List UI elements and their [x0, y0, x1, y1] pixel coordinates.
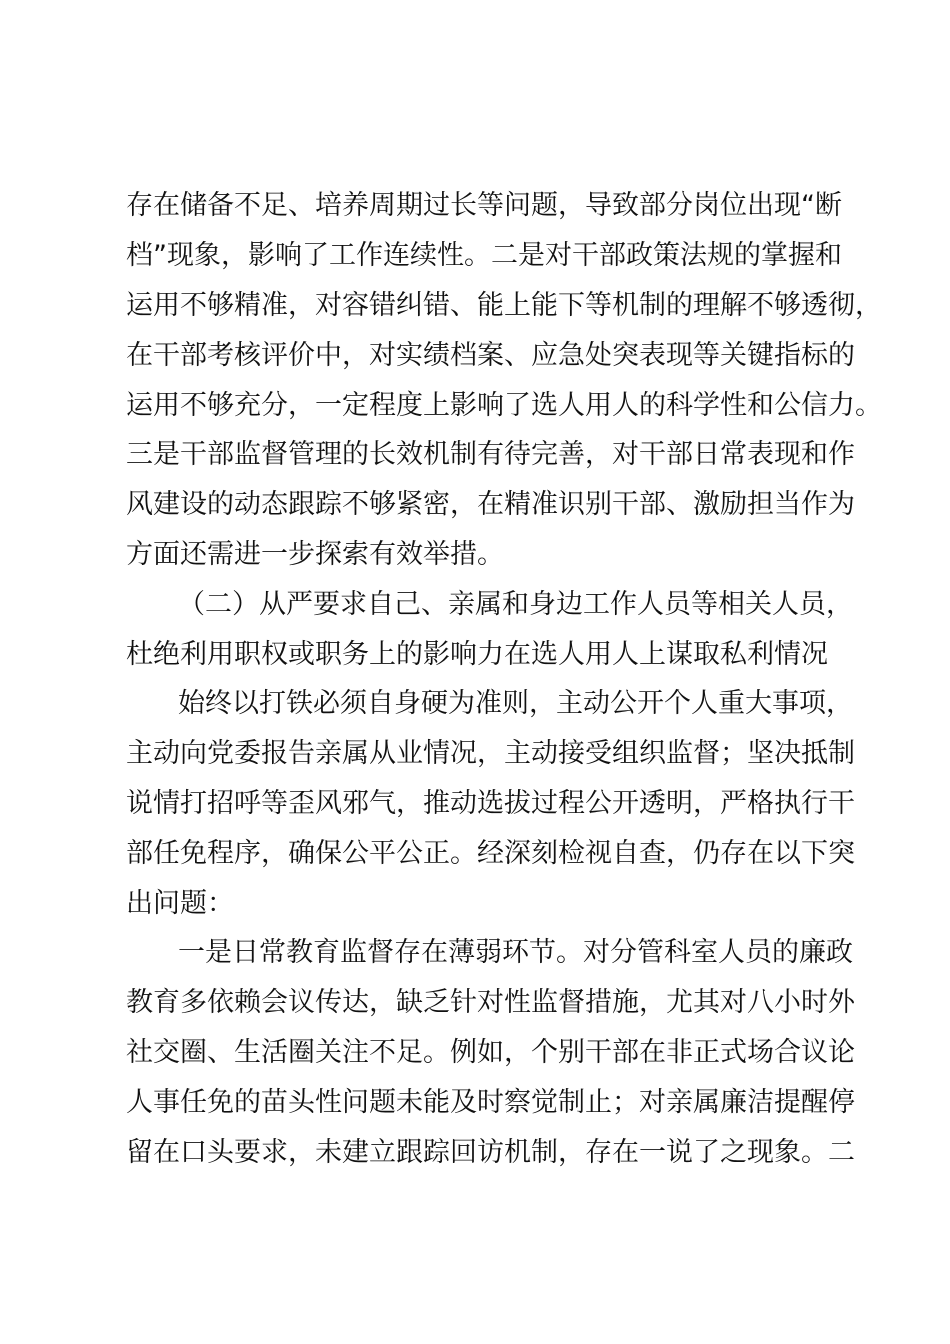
text-line: 在干部考核评价中，对实绩档案、应急处突表现等关键指标的 — [126, 340, 855, 371]
text-line: 一是日常教育监督存在薄弱环节。对分管科室人员的廉政 — [178, 937, 853, 968]
section-heading-line: （二）从严要求自己、亲属和身边工作人员等相关人员， — [178, 589, 853, 620]
text-line: 留在口头要求，未建立跟踪回访机制，存在一说了之现象。二 — [126, 1137, 855, 1168]
text-line: 运用不够精准，对容错纠错、能上能下等机制的理解不够透彻， — [126, 290, 882, 321]
text-line: 教育多依赖会议传达，缺乏针对性监督措施，尤其对八小时外 — [126, 987, 855, 1018]
text-line: 社交圈、生活圈关注不足。例如，个别干部在非正式场合议论 — [126, 1037, 855, 1068]
text-line: 始终以打铁必须自身硬为准则，主动公开个人重大事项， — [178, 688, 853, 719]
text-line: 运用不够充分，一定程度上影响了选人用人的科学性和公信力。 — [126, 390, 882, 421]
text-line: 方面还需进一步探索有效举措。 — [126, 539, 504, 570]
text-line: 档”现象，影响了工作连续性。二是对干部政策法规的掌握和 — [126, 240, 842, 271]
text-line: 出问题： — [126, 888, 234, 919]
section-heading-line: 杜绝利用职权或职务上的影响力在选人用人上谋取私利情况 — [126, 639, 828, 670]
text-line: 主动向党委报告亲属从业情况，主动接受组织监督；坚决抵制 — [126, 738, 855, 769]
text-line: 人事任免的苗头性问题未能及时察觉制止；对亲属廉洁提醒停 — [126, 1087, 855, 1118]
text-line: 部任免程序，确保公平公正。经深刻检视自查，仍存在以下突 — [126, 838, 855, 869]
text-line: 风建设的动态跟踪不够紧密，在精准识别干部、激励担当作为 — [126, 489, 855, 520]
text-line: 说情打招呼等歪风邪气，推动选拔过程公开透明，严格执行干 — [126, 788, 855, 819]
text-line: 三是干部监督管理的长效机制有待完善，对干部日常表现和作 — [126, 439, 855, 470]
text-line: 存在储备不足、培养周期过长等问题，导致部分岗位出现“断 — [126, 190, 842, 221]
